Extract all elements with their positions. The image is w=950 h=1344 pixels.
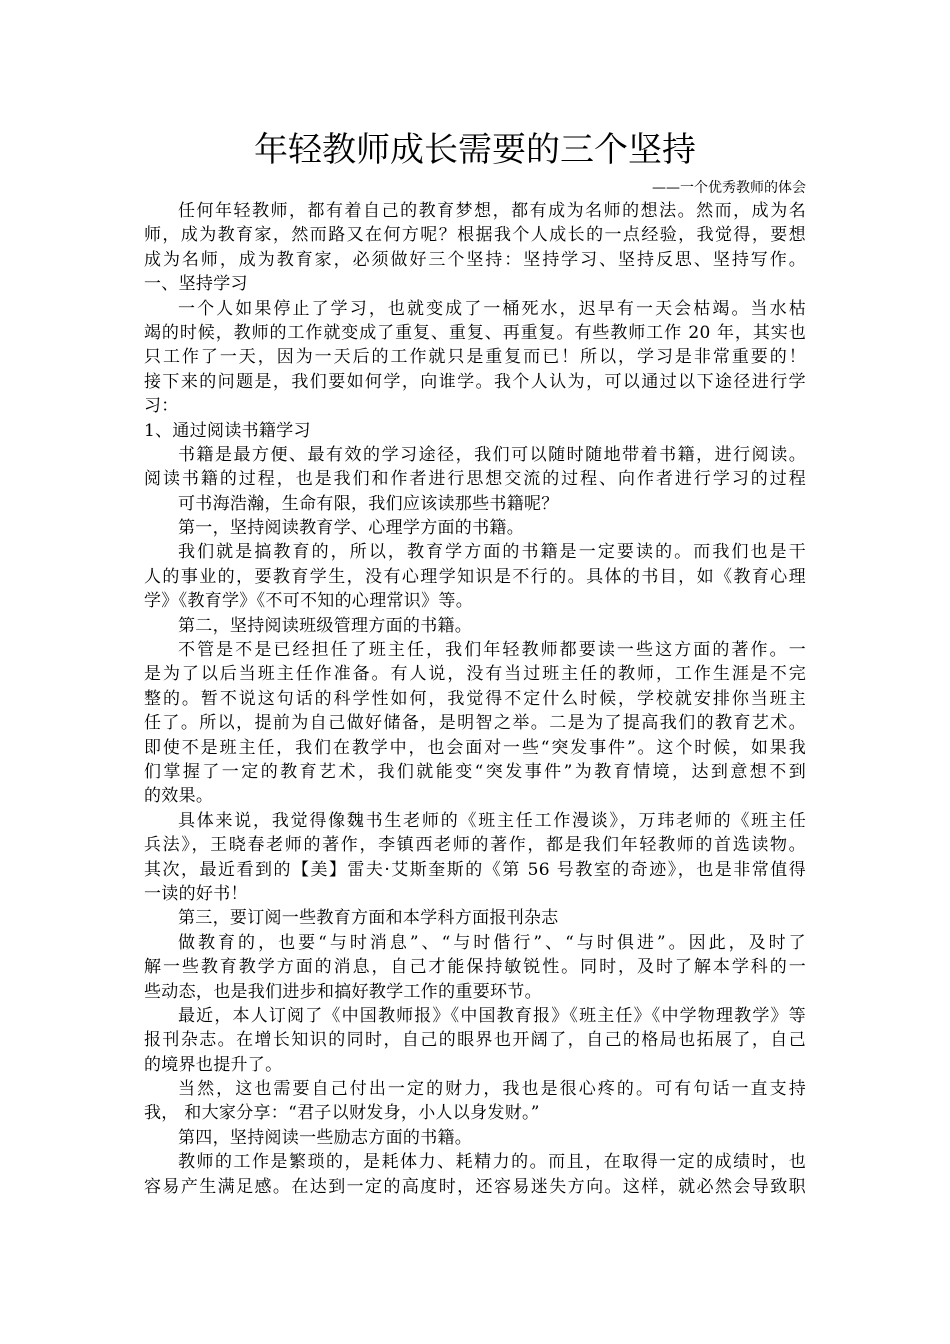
- text-line: 第四，坚持阅读一些励志方面的书籍。: [178, 1127, 473, 1148]
- text-line: 当然，这也需要自己付出一定的财力，我也是很心疼的。可有句话一直支持: [178, 1079, 806, 1100]
- text-line: 成为名师，成为教育家，必须做好三个坚持：坚持学习、坚持反思、坚持写作。: [144, 249, 806, 270]
- text-line: 书籍是最方便、最有效的学习途径，我们可以随时随地带着书籍，进行阅读。: [178, 444, 806, 465]
- text-line: 只工作了一天，因为一天后的工作就只是重复而已！所以，学习是非常重要的！: [144, 347, 806, 368]
- text-line: 即使不是班主任，我们在教学中，也会面对一些“突发事件”。这个时候，如果我: [144, 737, 806, 758]
- text-line: 其次，最近看到的【美】雷夫·艾斯奎斯的《第 56 号教室的奇迹》，也是非常值得: [144, 859, 806, 880]
- text-line: 一、坚持学习: [144, 274, 248, 295]
- text-line: 们掌握了一定的教育艺术，我们就能变“突发事件”为教育情境，达到意想不到: [144, 761, 806, 782]
- text-line: 第一，坚持阅读教育学、心理学方面的书籍。: [178, 518, 524, 539]
- text-line: 阅读书籍的过程，也是我们和作者进行思想交流的过程、向作者进行学习的过程: [144, 469, 806, 490]
- text-line: 教师的工作是繁琐的，是耗体力、耗精力的。而且，在取得一定的成绩时，也: [178, 1152, 806, 1173]
- text-line: 1、通过阅读书籍学习: [144, 420, 311, 441]
- text-line: 解一些教育教学方面的消息，自己才能保持敏锐性。同时，及时了解本学科的一: [144, 957, 806, 978]
- text-line: 些动态，也是我们进步和搞好教学工作的重要环节。: [144, 981, 542, 1002]
- text-line: 一读的好书！: [144, 883, 248, 904]
- text-line: 容易产生满足感。在达到一定的高度时，还容易迷失方向。这样，就必然会导致职: [144, 1176, 806, 1197]
- text-line: 我， 和大家分享：“君子以财发身，小人以身发财。”: [144, 1103, 540, 1124]
- text-line: 报刊杂志。在增长知识的同时，自己的眼界也开阔了，自己的格局也拓展了，自己: [144, 1030, 806, 1051]
- text-line: 一个人如果停止了学习，也就变成了一桶死水，迟早有一天会枯竭。当水枯: [178, 298, 806, 319]
- text-line: 做教育的，也要“与时消息”、“与时偕行”、“与时俱进”。因此，及时了: [178, 932, 806, 953]
- text-line: 第三，要订阅一些教育方面和本学科方面报刊杂志: [178, 908, 559, 929]
- text-line: 竭的时候，教师的工作就变成了重复、重复、再重复。有些教师工作 20 年，其实也: [144, 322, 806, 343]
- text-line: 整的。暂不说这句话的科学性如何，我觉得不定什么时候，学校就安排你当班主: [144, 688, 806, 709]
- text-line: 我们就是搞教育的，所以，教育学方面的书籍是一定要读的。而我们也是干: [178, 542, 806, 563]
- text-line: 兵法》，王晓春老师的著作，李镇西老师的著作，都是我们年轻教师的首选读物。: [144, 835, 806, 856]
- text-line: 不管是不是已经担任了班主任，我们年轻教师都要读一些这方面的著作。一: [178, 640, 806, 661]
- text-line: 学》《教育学》《不可不知的心理常识》等。: [144, 591, 473, 612]
- text-line: 第二，坚持阅读班级管理方面的书籍。: [178, 615, 473, 636]
- text-line: 人的事业的，要教育学生，没有心理学知识是不行的。具体的书目，如《教育心理: [144, 566, 806, 587]
- text-line: 习：: [144, 396, 179, 417]
- text-line: 接下来的问题是，我们要如何学，向谁学。我个人认为，可以通过以下途径进行学: [144, 371, 806, 392]
- text-line: 师，成为教育家，然而路又在何方呢？根据我个人成长的一点经验，我觉得，要想: [144, 225, 806, 246]
- text-line: 任了。所以，提前为自己做好储备，是明智之举。二是为了提高我们的教育艺术。: [144, 713, 806, 734]
- text-line: 最近，本人订阅了《中国教师报》《中国教育报》《班主任》《中学物理教学》等: [178, 1005, 806, 1026]
- document-subtitle: ——一个优秀教师的体会: [652, 180, 806, 196]
- document-title: 年轻教师成长需要的三个坚持: [254, 130, 696, 170]
- text-line: 任何年轻教师，都有着自己的教育梦想，都有成为名师的想法。然而，成为名: [178, 201, 806, 221]
- text-line: 是为了以后当班主任作准备。有人说，没有当过班主任的教师，工作生涯是不完: [144, 664, 806, 685]
- text-line: 的效果。: [144, 786, 214, 807]
- text-line: 具体来说，我觉得像魏书生老师的《班主任工作漫谈》，万玮老师的《班主任: [178, 810, 806, 831]
- text-line: 可书海浩瀚，生命有限，我们应该读那些书籍呢？: [178, 493, 559, 514]
- document-body: [144, 199, 806, 1199]
- text-line: 的境界也提升了。: [144, 1054, 283, 1075]
